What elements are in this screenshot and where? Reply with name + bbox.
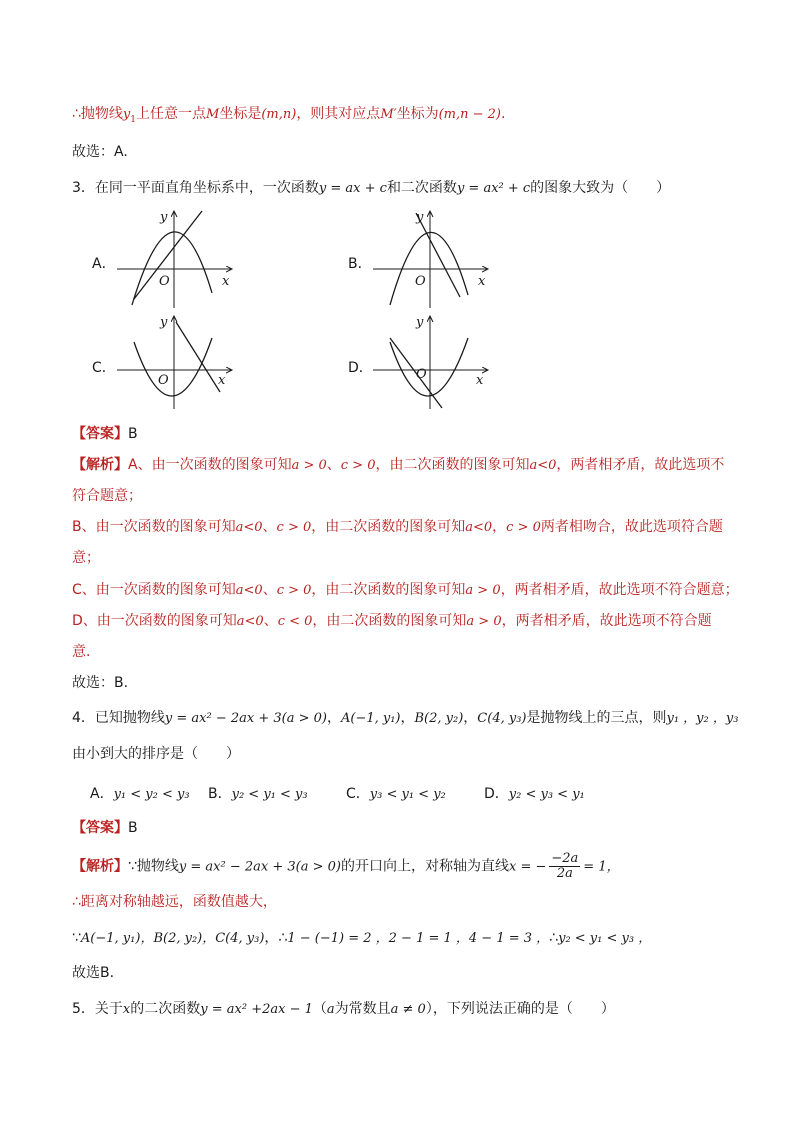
axis-x-label: x xyxy=(222,274,230,289)
math: y = ax² − 2ax + 3(a > 0) xyxy=(164,711,327,726)
q3-option-a-label: A． xyxy=(92,256,116,272)
text: （ xyxy=(312,1001,327,1017)
text: ，则其对应点 xyxy=(296,106,381,122)
choice-label: D． xyxy=(484,786,509,802)
q3-analysis-a2: 符合题意； xyxy=(72,488,142,504)
origin-label: O xyxy=(415,274,426,289)
q4-answer xyxy=(72,818,138,838)
text: 两者相吻合，故此选项符合题 xyxy=(540,519,723,535)
math: (m,n) xyxy=(261,107,297,122)
answer-tag: 【答案】 xyxy=(72,820,128,836)
math: y₂ < y₁ < y₃ ， xyxy=(558,931,652,946)
answer-tag: 【答案】 xyxy=(72,426,128,442)
text: 为常数且 xyxy=(334,1001,391,1017)
math: a<0 xyxy=(235,583,263,598)
q4-choice-c[interactable] xyxy=(346,783,446,803)
q3-stem xyxy=(72,178,670,199)
math: y = ax + c xyxy=(318,181,387,196)
q3-analysis-b2: 意； xyxy=(72,550,100,566)
math: a > 0 xyxy=(465,583,501,598)
text: ∴ xyxy=(549,930,559,946)
text: 5．关于 xyxy=(72,1001,123,1017)
text: 、 xyxy=(262,582,277,598)
text: 坐标是 xyxy=(219,106,262,122)
math: B(2, y₂) xyxy=(414,711,464,726)
text: 的图象大致为（ ） xyxy=(530,180,671,196)
q3-graph-b xyxy=(368,205,498,310)
choice-label: A． xyxy=(90,786,114,802)
text: ∵抛物线 xyxy=(128,858,179,875)
axis-x-label: x xyxy=(478,274,486,289)
q4-choice-d[interactable] xyxy=(484,783,585,803)
text: ， xyxy=(463,710,478,726)
text: A、由一次函数的图象可知 xyxy=(128,457,292,473)
choice-expr: y₂ < y₁ < y₃ xyxy=(231,787,308,802)
text: 的开口向上，对称轴为直线 xyxy=(340,858,509,875)
text: 、 xyxy=(263,613,278,629)
math: M′ xyxy=(380,107,397,122)
math: x = − xyxy=(508,859,547,875)
q3-choice: 故选：B. xyxy=(72,675,129,691)
q4-analysis-2: ∴距离对称轴越远，函数值越大， xyxy=(72,894,277,910)
q5-stem xyxy=(72,999,615,1020)
math: y = ax² − 2ax + 3(a > 0) xyxy=(178,859,341,875)
q3-analysis-c xyxy=(72,580,739,601)
axis-y-label: y xyxy=(160,315,168,330)
q3-option-d-label: D． xyxy=(348,360,373,376)
prev-conclusion-line xyxy=(72,104,505,130)
choice-label: C． xyxy=(346,786,370,802)
text: 和二次函数 xyxy=(386,180,457,196)
q3-answer xyxy=(72,424,138,444)
math: M xyxy=(206,107,220,122)
fraction-numerator: −2a xyxy=(551,851,579,866)
text: ∵ xyxy=(72,930,81,946)
q4-analysis-3 xyxy=(72,928,651,949)
q3-analysis-b1 xyxy=(72,517,723,538)
q4-stem-line1 xyxy=(72,708,738,729)
text: ， xyxy=(492,519,507,535)
text: ，两者相矛盾，故此选项不符合题 xyxy=(501,613,712,629)
axis-y-label: y xyxy=(160,210,168,225)
q4-choice-a[interactable] xyxy=(90,783,190,803)
choice-expr: y₂ < y₃ < y₁ xyxy=(508,787,585,802)
q4-choice-b[interactable] xyxy=(208,783,308,803)
math: = 1， xyxy=(583,859,620,875)
origin-label: O xyxy=(416,367,427,382)
q3-graph-d xyxy=(368,312,498,412)
q3-option-c-label: C． xyxy=(92,360,116,376)
math: y₁ ，y₂ ，y₃ xyxy=(666,711,739,726)
text: . xyxy=(500,106,506,122)
text: 上任意一点 xyxy=(136,106,207,122)
axis-x-label: x xyxy=(476,373,484,388)
math: a xyxy=(326,1002,335,1017)
fraction-denominator: 2a xyxy=(556,866,573,881)
text: 的二次函数 xyxy=(130,1001,201,1017)
math: (m,n − 2) xyxy=(438,107,501,122)
math: y xyxy=(122,107,131,122)
math: 1 − (−1) = 2 ，2 − 1 = 1 ，4 − 1 = 3 ， xyxy=(287,931,550,946)
text: 、 xyxy=(326,457,341,473)
text: ，由二次函数的图象可知 xyxy=(311,519,466,535)
q3-graph-a xyxy=(112,205,242,310)
math: a > 0 xyxy=(466,614,502,629)
q3-analysis-a1 xyxy=(72,455,724,476)
math: a<0 xyxy=(465,520,493,535)
choice-label: B． xyxy=(208,786,232,802)
q3-analysis-d1 xyxy=(72,611,712,632)
axis-x-label: x xyxy=(218,373,226,388)
text: ，两者相矛盾，故此选项不符合题意； xyxy=(500,582,739,598)
q4-analysis-1 xyxy=(72,852,620,881)
text: 、 xyxy=(262,519,277,535)
text: ，由二次函数的图象可知 xyxy=(375,457,530,473)
math: C(4, y₃) xyxy=(477,711,527,726)
axis-y-label: y xyxy=(416,315,424,330)
math: a > 0 xyxy=(291,458,327,473)
q4-stem-line2: 由小到大的排序是（ ） xyxy=(72,746,240,762)
math: y = ax² +2ax − 1 xyxy=(200,1002,313,1017)
axis-y-label: y xyxy=(416,210,424,225)
text: B、由一次函数的图象可知 xyxy=(72,519,236,535)
fraction xyxy=(549,852,580,881)
text: ，两者相矛盾，故此选项不 xyxy=(556,457,725,473)
q3-graph-c xyxy=(112,312,242,412)
text: 坐标为 xyxy=(396,106,439,122)
text: ，∴ xyxy=(264,930,288,946)
math: a<0 xyxy=(236,614,264,629)
math: A(−1, y₁) xyxy=(340,711,401,726)
math-sub: 1 xyxy=(130,114,137,125)
text: ∴抛物线 xyxy=(72,106,123,122)
math: c > 0 xyxy=(340,458,376,473)
text: 是抛物线上的三点，则 xyxy=(526,710,667,726)
choice-expr: y₃ < y₁ < y₂ xyxy=(369,787,446,802)
prev-choice: 故选：A. xyxy=(72,144,128,160)
math: x xyxy=(122,1002,131,1017)
choice-expr: y₁ < y₂ < y₃ xyxy=(113,787,190,802)
answer-value: B xyxy=(128,426,138,442)
text: 3．在同一平面直角坐标系中，一次函数 xyxy=(72,180,319,196)
q3-analysis-d2: 意. xyxy=(72,644,91,660)
origin-label: O xyxy=(158,373,169,388)
answer-value: B xyxy=(128,820,138,836)
math: y = ax² + c xyxy=(456,181,531,196)
math: c > 0 xyxy=(276,520,312,535)
text: ， xyxy=(326,710,341,726)
math: a<0 xyxy=(529,458,557,473)
math: c > 0 xyxy=(506,520,541,535)
text: ，由二次函数的图象可知 xyxy=(311,582,466,598)
analysis-tag: 【解析】 xyxy=(72,457,128,473)
q3-option-b-label: B． xyxy=(348,256,372,272)
analysis-tag: 【解析】 xyxy=(72,858,128,875)
text: ，由二次函数的图象可知 xyxy=(312,613,467,629)
text: 4．已知抛物线 xyxy=(72,710,165,726)
text: ， xyxy=(400,710,415,726)
math: A(−1, y₁)，B(2, y₂)，C(4, y₃) xyxy=(80,931,265,946)
text: ），下列说法正确的是（ ） xyxy=(425,1001,615,1017)
math: a ≠ 0 xyxy=(390,1002,426,1017)
math: a<0 xyxy=(235,520,263,535)
math: c > 0 xyxy=(276,583,312,598)
math: c < 0 xyxy=(277,614,313,629)
text: C、由一次函数的图象可知 xyxy=(72,582,236,598)
text: D、由一次函数的图象可知 xyxy=(72,613,237,629)
q4-choice-conclusion: 故选B. xyxy=(72,965,115,981)
origin-label: O xyxy=(159,274,170,289)
